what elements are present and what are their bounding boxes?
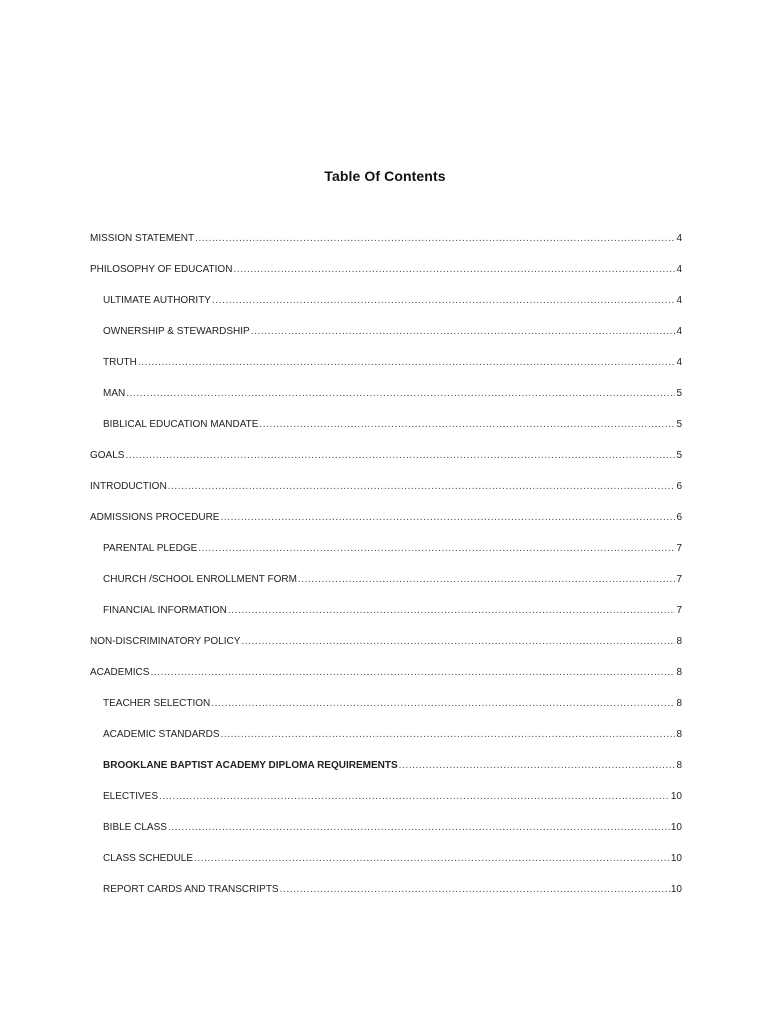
toc-entry-page-number: 4: [676, 357, 682, 368]
toc-entry-page-number: 4: [676, 233, 682, 244]
toc-entry[interactable]: [90, 388, 682, 419]
toc-entry-page-number: 5: [676, 419, 682, 430]
toc-entry-page-number: 8: [676, 636, 682, 647]
toc-entry[interactable]: [90, 884, 682, 915]
toc-entry-label: MAN: [103, 388, 126, 399]
toc-entry-label: ADMISSIONS PROCEDURE: [90, 512, 220, 523]
toc-dot-leader: [251, 326, 676, 337]
toc-entry-label: BIBLICAL EDUCATION MANDATE: [103, 419, 259, 430]
toc-entry-page-number: 10: [670, 822, 682, 833]
toc-entry-label: CHURCH /SCHOOL ENROLLMENT FORM: [103, 574, 297, 585]
toc-entry-label: BROOKLANE BAPTIST ACADEMY DIPLOMA REQUIREMENTS: [103, 760, 398, 771]
toc-dot-leader: [194, 853, 670, 864]
toc-entry-page-number: 8: [676, 667, 682, 678]
toc-entry[interactable]: [90, 636, 682, 667]
toc-dot-leader: [212, 295, 675, 306]
toc-entry-page-number: 8: [676, 729, 682, 740]
toc-dot-leader: [168, 822, 670, 833]
toc-entry-page-number: 7: [676, 605, 682, 616]
toc-entry-page-number: 10: [670, 853, 682, 864]
toc-dot-leader: [150, 667, 675, 678]
toc-dot-leader: [298, 574, 676, 585]
toc-entry-label: GOALS: [90, 450, 125, 461]
toc-dot-leader: [198, 543, 675, 554]
toc-entry[interactable]: [90, 698, 682, 729]
toc-entry[interactable]: [90, 326, 682, 357]
toc-dot-leader: [259, 419, 675, 430]
toc-entry-page-number: 6: [676, 512, 682, 523]
toc-entry[interactable]: [90, 419, 682, 450]
toc-entry[interactable]: [90, 512, 682, 543]
toc-entry-label: INTRODUCTION: [90, 481, 167, 492]
toc-dot-leader: [159, 791, 670, 802]
toc-dot-leader: [228, 605, 676, 616]
toc-dot-leader: [211, 698, 675, 709]
toc-entry-page-number: 4: [676, 264, 682, 275]
toc-entry[interactable]: [90, 791, 682, 822]
toc-entry[interactable]: [90, 853, 682, 884]
toc-entry[interactable]: [90, 605, 682, 636]
toc-entry-label: ACADEMICS: [90, 667, 150, 678]
toc-entry[interactable]: [90, 729, 682, 760]
toc-entry-label: ULTIMATE AUTHORITY: [103, 295, 211, 306]
toc-entry-label: ELECTIVES: [103, 791, 159, 802]
toc-entry-page-number: 10: [670, 791, 682, 802]
toc-entry-page-number: 10: [670, 884, 682, 895]
toc-entry-label: ACADEMIC STANDARDS: [103, 729, 220, 740]
toc-entry[interactable]: [90, 450, 682, 481]
toc-dot-leader: [195, 233, 675, 244]
toc-dot-leader: [138, 357, 676, 368]
toc-dot-leader: [221, 729, 676, 740]
toc-entry[interactable]: [90, 264, 682, 295]
toc-entry[interactable]: [90, 760, 682, 791]
toc-entry[interactable]: [90, 357, 682, 388]
toc-entry-page-number: 4: [676, 326, 682, 337]
toc-entry-page-number: 8: [676, 698, 682, 709]
toc-entry[interactable]: [90, 233, 682, 264]
toc-entry[interactable]: [90, 543, 682, 574]
toc-dot-leader: [220, 512, 675, 523]
toc-dot-leader: [241, 636, 675, 647]
toc-entry-page-number: 7: [676, 543, 682, 554]
toc-entry-page-number: 5: [676, 388, 682, 399]
toc-entry-label: BIBLE CLASS: [103, 822, 167, 833]
page-title: Table Of Contents: [324, 168, 446, 184]
toc-entry-label: NON-DISCRIMINATORY POLICY: [90, 636, 241, 647]
toc-entry-label: PHILOSOPHY OF EDUCATION: [90, 264, 233, 275]
toc-entry[interactable]: [90, 295, 682, 326]
toc-entry-page-number: 4: [676, 295, 682, 306]
toc-dot-leader: [168, 481, 676, 492]
toc-dot-leader: [126, 388, 675, 399]
toc-entry-label: CLASS SCHEDULE: [103, 853, 194, 864]
toc-entry-page-number: 6: [676, 481, 682, 492]
toc-entry-label: TRUTH: [103, 357, 137, 368]
toc-entry[interactable]: [90, 481, 682, 512]
toc-entry-label: PARENTAL PLEDGE: [103, 543, 198, 554]
toc-entry-label: TEACHER SELECTION: [103, 698, 211, 709]
toc-dot-leader: [280, 884, 670, 895]
toc-entry-page-number: 7: [676, 574, 682, 585]
toc-entry-label: FINANCIAL INFORMATION: [103, 605, 227, 616]
toc-entry[interactable]: [90, 574, 682, 605]
toc-dot-leader: [399, 760, 676, 771]
toc-entry[interactable]: [90, 667, 682, 698]
toc-entry-label: REPORT CARDS AND TRANSCRIPTS: [103, 884, 279, 895]
toc-list: [90, 233, 682, 915]
toc-entry-page-number: 8: [676, 760, 682, 771]
toc-entry-label: MISSION STATEMENT: [90, 233, 195, 244]
toc-entry-page-number: 5: [676, 450, 682, 461]
toc-entry[interactable]: [90, 822, 682, 853]
toc-dot-leader: [233, 264, 675, 275]
toc-entry-label: OWNERSHIP & STEWARDSHIP: [103, 326, 250, 337]
toc-dot-leader: [125, 450, 675, 461]
